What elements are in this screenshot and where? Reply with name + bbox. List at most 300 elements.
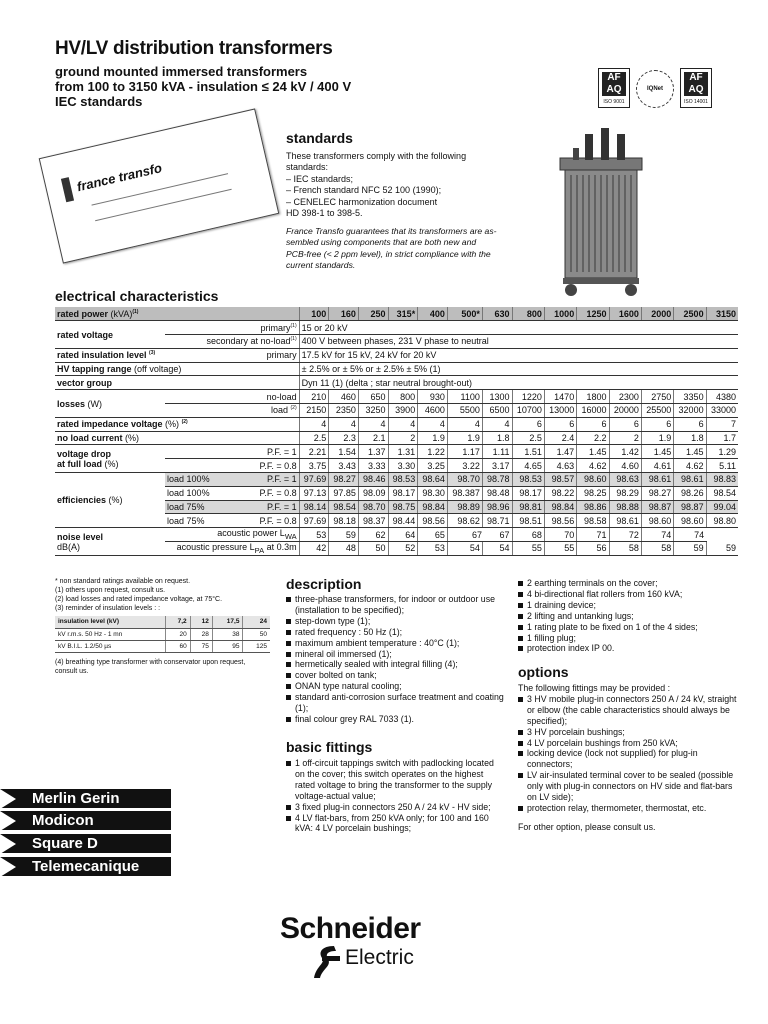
row-sublabel: secondary at no-load$^{(1)}$ <box>165 335 299 349</box>
description-list <box>286 594 504 725</box>
table-cell: 1.9 <box>447 431 482 445</box>
table-cell: 50 <box>243 628 270 640</box>
table-cell: 98.87 <box>641 500 673 514</box>
table-cell: 2 <box>388 431 418 445</box>
table-cell: 2350 <box>329 404 359 418</box>
table-row <box>55 376 738 390</box>
schneider-electric-icon <box>312 942 342 982</box>
row-sublabel: load 100% P.F. = 0.8 <box>165 486 299 500</box>
list-item: protection index IP 00. <box>518 643 740 654</box>
table-cell: 98.09 <box>358 486 388 500</box>
table-cell: 95 <box>212 640 243 652</box>
table-cell: 58 <box>609 542 641 556</box>
table-cell: 800 <box>388 390 418 404</box>
table-cell: 72 <box>609 528 641 542</box>
list-item: protection relay, thermometer, thermostat, etc. <box>518 803 740 814</box>
table-header: 24 <box>243 616 270 628</box>
table-cell: 3.17 <box>482 459 512 473</box>
table-cell: 56 <box>577 542 609 556</box>
list-item: 4 bi-directional flat rollers from 160 kVA; <box>518 589 740 600</box>
table-cell: 4.60 <box>609 459 641 473</box>
table-cell: 62 <box>358 528 388 542</box>
table-cell: kV r.m.s. 50 Hz - 1 mn <box>55 628 165 640</box>
footnote-line: * non standard ratings available on request. <box>55 578 191 585</box>
card-brand: france transfo <box>75 160 164 195</box>
table-cell: 800 <box>512 307 544 321</box>
table-cell: 98.17 <box>512 486 544 500</box>
basic-fittings-list <box>286 758 504 834</box>
table-cell: 5.11 <box>706 459 738 473</box>
table-cell: 98.22 <box>544 486 576 500</box>
row-label: rated power (kVA)$^{(1)}$ <box>55 307 299 321</box>
row-sublabel: acoustic pressure $L_{PA}$ at 0.3m <box>165 542 299 556</box>
page-title: HV/LV distribution transformers <box>55 38 333 59</box>
table-cell: 400 <box>418 307 448 321</box>
table-cell: 13000 <box>544 404 576 418</box>
table-row <box>55 473 738 487</box>
table-cell: 2150 <box>299 404 329 418</box>
list-item: maximum ambient temperature : 40°C (1); <box>286 638 504 649</box>
table-cell: 98.44 <box>388 514 418 528</box>
iqnet-logo <box>636 70 674 108</box>
table-cell: 98.54 <box>706 486 738 500</box>
table-cell: 53 <box>299 528 329 542</box>
brand-label: Merlin Gerin <box>32 790 120 807</box>
standards-text <box>286 151 501 219</box>
table-cell: 33000 <box>706 404 738 418</box>
brand-label: Square D <box>32 835 98 852</box>
table-cell: 98.29 <box>609 486 641 500</box>
table-cell: 4 <box>358 417 388 431</box>
list-item: ONAN type natural cooling; <box>286 681 504 692</box>
standards-line: These transformers comply with the following <box>286 151 467 161</box>
table-cell: 1.31 <box>388 445 418 459</box>
brand-telemecanique <box>0 856 171 876</box>
list-item: 4 LV porcelain bushings from 250 kVA; <box>518 738 740 749</box>
table-cell: 6 <box>512 417 544 431</box>
standards-heading: standards <box>286 130 353 146</box>
iso-text: ISO 14001 <box>684 99 708 105</box>
list-item: final colour grey RAL 7033 (1). <box>286 714 504 725</box>
list-item: hermetically sealed with integral filling (4); <box>286 659 504 670</box>
table-cell: 2500 <box>674 307 706 321</box>
subtitle <box>55 64 351 109</box>
list-item: locking device (lock not supplied) for plug-in connectors; <box>518 748 740 770</box>
table-cell: 1300 <box>482 390 512 404</box>
table-cell: 3150 <box>706 307 738 321</box>
afaq-iso14001-logo <box>680 68 712 108</box>
insulation-levels-table <box>55 616 270 653</box>
table-cell: 6 <box>544 417 576 431</box>
table-row <box>55 390 738 404</box>
table-cell: 400 V between phases, 231 V phase to neutral <box>299 335 738 349</box>
afaq-text: AF AQ <box>602 72 626 96</box>
list-item: 1 filling plug; <box>518 633 740 644</box>
table-cell: 98.60 <box>577 473 609 487</box>
table-cell: 6 <box>641 417 673 431</box>
list-item: rated frequency : 50 Hz (1); <box>286 627 504 638</box>
standards-line: – IEC standards; <box>286 173 354 184</box>
list-item: cover bolted on tank; <box>286 670 504 681</box>
table-cell: 98.83 <box>706 473 738 487</box>
brand-modicon <box>0 810 171 830</box>
table-cell: 65 <box>418 528 448 542</box>
table-cell: 125 <box>243 640 270 652</box>
list-item: 3 fixed plug-in connectors 250 A / 24 kV - HV side; <box>286 802 504 813</box>
table-cell: 98.46 <box>358 473 388 487</box>
table-cell: 98.61 <box>674 473 706 487</box>
list-item: mineral oil immersed (1); <box>286 649 504 660</box>
table-cell: 3.22 <box>447 459 482 473</box>
table-cell: 97.69 <box>299 514 329 528</box>
row-label: vector group <box>55 376 299 390</box>
table-cell: 4.63 <box>544 459 576 473</box>
basic-fittings-heading: basic fittings <box>286 739 373 755</box>
options-block <box>518 683 740 833</box>
table-row <box>55 417 738 431</box>
row-label: rated impedance voltage (%) $^{(2)}$ <box>55 417 299 431</box>
table-cell: 38 <box>212 628 243 640</box>
table-cell: 2000 <box>641 307 673 321</box>
table-cell: 54 <box>482 542 512 556</box>
row-sublabel: load 75% P.F. = 1 <box>165 500 299 514</box>
table-row <box>55 640 270 652</box>
afaq-text: AF AQ <box>684 72 708 96</box>
table-cell: 98.89 <box>447 500 482 514</box>
row-sublabel: load 75% P.F. = 0.8 <box>165 514 299 528</box>
afaq-iso9001-logo <box>598 68 630 108</box>
row-sublabel: acoustic power $L_{WA}$ <box>165 528 299 542</box>
table-cell: 3250 <box>358 404 388 418</box>
table-cell: 98.84 <box>418 500 448 514</box>
row-label: efficiencies (%) <box>55 473 165 528</box>
table-cell: 4 <box>482 417 512 431</box>
row-label: losses (W) <box>55 390 165 418</box>
table-row <box>55 362 738 376</box>
row-label: rated voltage <box>55 321 165 349</box>
table-cell: 98.96 <box>482 500 512 514</box>
table-cell: 3.43 <box>329 459 359 473</box>
standards-line: – CENELEC harmonization document <box>286 196 438 207</box>
table-cell: 4 <box>418 417 448 431</box>
footnote-line: (1) others upon request, consult us. <box>55 587 166 594</box>
table-cell: 98.84 <box>544 500 576 514</box>
footnotes <box>55 577 270 613</box>
list-item: 2 lifting and untanking lugs; <box>518 611 740 622</box>
table-cell: 2.3 <box>329 431 359 445</box>
table-cell: 75 <box>190 640 212 652</box>
table-cell: 98.80 <box>706 514 738 528</box>
table-cell: 1.11 <box>482 445 512 459</box>
table-cell: 4 <box>299 417 329 431</box>
table-cell: 1.29 <box>706 445 738 459</box>
table-cell: 4 <box>329 417 359 431</box>
table-cell: 460 <box>329 390 359 404</box>
table-cell: 1.51 <box>512 445 544 459</box>
table-cell: 98.60 <box>674 514 706 528</box>
table-cell: 2.4 <box>544 431 576 445</box>
table-cell: 98.17 <box>388 486 418 500</box>
table-cell: 1.8 <box>674 431 706 445</box>
table-cell: 2 <box>609 431 641 445</box>
table-cell: 2300 <box>609 390 641 404</box>
row-label: no load current (%) <box>55 431 299 445</box>
list-item: 3 HV porcelain bushings; <box>518 727 740 738</box>
table-cell: 1220 <box>512 390 544 404</box>
list-item: 2 earthing terminals on the cover; <box>518 578 740 589</box>
table-cell: ± 2.5% or ± 5% or ± 2.5% ± 5% (1) <box>299 362 738 376</box>
table-cell: 2.5 <box>299 431 329 445</box>
table-cell: 1.9 <box>418 431 448 445</box>
table-cell: 98.54 <box>329 500 359 514</box>
row-label: HV tapping range (off voltage) <box>55 362 299 376</box>
table-cell: 98.88 <box>609 500 641 514</box>
france-transfo-card <box>39 108 280 263</box>
row-sublabel: P.F. = 1 <box>165 445 299 459</box>
table-cell: 160 <box>329 307 359 321</box>
table-cell: 98.57 <box>544 473 576 487</box>
table-cell: 50 <box>358 542 388 556</box>
table-cell: 2750 <box>641 390 673 404</box>
table-cell: 1.45 <box>641 445 673 459</box>
table-cell: 70 <box>544 528 576 542</box>
options-intro: The following fittings may be provided : <box>518 683 671 693</box>
row-label: noise level dB(A) <box>55 528 165 556</box>
standards-line: HD 398-1 to 398-5. <box>286 208 363 219</box>
table-header: 12 <box>190 616 212 628</box>
table-cell: 100 <box>299 307 329 321</box>
footnote-line: (4) breathing type transformer with conservator upon request, <box>55 659 246 666</box>
table-cell: 20 <box>165 628 190 640</box>
table-cell: 71 <box>577 528 609 542</box>
standards-line: – French standard NFC 52 100 (1990); <box>286 185 442 196</box>
table-cell: 5500 <box>447 404 482 418</box>
footnote-line: (3) reminder of insulation levels : : <box>55 605 161 612</box>
table-cell: 4 <box>447 417 482 431</box>
footnote-line: consult us. <box>55 668 89 675</box>
row-label: voltage drop at full load (%) <box>55 445 165 473</box>
table-cell: 1.22 <box>418 445 448 459</box>
table-cell: 4.62 <box>674 459 706 473</box>
row-label: rated insulation level $^{(3)}$ <box>55 348 165 362</box>
table-cell: 98.87 <box>674 500 706 514</box>
table-cell: 98.27 <box>329 473 359 487</box>
table-cell: 67 67 <box>447 528 512 542</box>
row-sublabel: primary <box>165 348 299 362</box>
table-row <box>55 445 738 459</box>
table-cell: 97.69 <box>299 473 329 487</box>
list-item: standard anti-corrosion surface treatment and coating (1); <box>286 692 504 714</box>
row-sublabel: load 100% P.F. = 1 <box>165 473 299 487</box>
description-heading: description <box>286 576 362 592</box>
table-cell: 6 <box>609 417 641 431</box>
table-cell: 28 <box>190 628 212 640</box>
table-header: insulation level (kV) <box>55 616 165 628</box>
note-line: PCB-free (< 2 ppm level), in strict compliance with the <box>286 248 491 259</box>
table-cell: 630 <box>482 307 512 321</box>
table-cell: 315* <box>388 307 418 321</box>
options-heading: options <box>518 664 569 680</box>
table-cell: 55 <box>512 542 544 556</box>
table-row <box>55 307 738 321</box>
list-item: LV air-insulated terminal cover to be sealed (possible only with plug-in connectors on HV side and flat-bars on LV side); <box>518 770 740 803</box>
table-cell: 98.78 <box>482 473 512 487</box>
standards-note <box>286 226 501 272</box>
table-header: 17,5 <box>212 616 243 628</box>
table-cell: 74 <box>641 528 673 542</box>
table-cell: 98.37 <box>358 514 388 528</box>
table-cell: 1.42 <box>609 445 641 459</box>
table-cell: 1.45 <box>674 445 706 459</box>
table-cell: 3.75 <box>299 459 329 473</box>
table-cell: 98.25 <box>577 486 609 500</box>
table-cell: 1.54 <box>329 445 359 459</box>
table-cell: 98.27 <box>641 486 673 500</box>
table-cell: 99.04 <box>706 500 738 514</box>
table-cell: 98.70 <box>447 473 482 487</box>
subtitle-line: from 100 to 3150 kVA - insulation ≤ 24 kV / 400 V <box>55 79 352 94</box>
table-cell: 1000 <box>544 307 576 321</box>
table-cell: 98.71 <box>482 514 512 528</box>
table-row <box>55 628 270 640</box>
table-cell: 98.18 <box>329 514 359 528</box>
row-sublabel: load $^{(2)}$ <box>165 404 299 418</box>
table-cell: 4.61 <box>641 459 673 473</box>
table-header: 7,2 <box>165 616 190 628</box>
table-cell: 98.14 <box>299 500 329 514</box>
table-cell: 20000 <box>609 404 641 418</box>
table-cell: 98.61 <box>641 473 673 487</box>
iso-text: ISO 9001 <box>603 99 625 105</box>
brand-label: Telemecanique <box>32 858 140 875</box>
table-cell: 98.53 <box>512 473 544 487</box>
table-cell: 1.17 <box>447 445 482 459</box>
table-cell: 1.8 <box>482 431 512 445</box>
table-cell: 98.70 <box>358 500 388 514</box>
table-cell: 32000 <box>674 404 706 418</box>
table-cell: 98.62 <box>447 514 482 528</box>
note-line: current standards. <box>286 260 356 271</box>
table-cell: 59 <box>674 542 706 556</box>
table-cell: 4600 <box>418 404 448 418</box>
transformer-photo <box>545 120 655 300</box>
table-cell: 2.1 <box>358 431 388 445</box>
table-cell: 98.56 <box>418 514 448 528</box>
fittings-continued-list <box>518 578 740 654</box>
table-cell: 1470 <box>544 390 576 404</box>
brand-label: Modicon <box>32 812 94 829</box>
list-item: 1 draining device; <box>518 600 740 611</box>
table-cell: 98.26 <box>674 486 706 500</box>
table-cell: 650 <box>358 390 388 404</box>
options-list <box>518 694 740 814</box>
list-item: three-phase transformers, for indoor or outdoor use (installation to be specified); <box>286 594 504 616</box>
table-cell: kV B.I.L. 1.2/50 µs <box>55 640 165 652</box>
table-cell: 42 <box>299 542 329 556</box>
electrical-characteristics-table <box>55 307 738 556</box>
table-cell: 1250 <box>577 307 609 321</box>
table-cell: 3.30 <box>388 459 418 473</box>
table-cell: 98.86 <box>577 500 609 514</box>
table-cell: 98.56 <box>544 514 576 528</box>
standards-line: standards: <box>286 162 329 173</box>
table-cell: 64 <box>388 528 418 542</box>
logo-schneider-text: Schneider <box>280 912 421 945</box>
list-item: 1 off-circuit tappings switch with padlocking located on the cover; this switch operates on the highest rated voltage to bring the transformer to the supply voltage-actual value; <box>286 758 504 802</box>
table-cell: 10700 <box>512 404 544 418</box>
table-cell: Dyn 11 (1) (delta ; star neutral brought-out) <box>299 376 738 390</box>
footnote-4 <box>55 658 270 676</box>
table-cell: 98.75 <box>388 500 418 514</box>
brand-square-d <box>0 833 171 853</box>
table-cell: 58 <box>641 542 673 556</box>
table-cell: 98.60 <box>641 514 673 528</box>
table-cell: 98.51 <box>512 514 544 528</box>
table-cell: 1.9 <box>641 431 673 445</box>
table-cell: 4.65 <box>512 459 544 473</box>
table-row <box>55 348 738 362</box>
table-cell: 1.37 <box>358 445 388 459</box>
table-cell: 4 <box>388 417 418 431</box>
subtitle-line: IEC standards <box>55 94 143 109</box>
table-cell: 55 <box>544 542 576 556</box>
footnote-line: (2) load losses and rated impedance voltage, at 75°C. <box>55 596 223 603</box>
table-cell: 60 <box>165 640 190 652</box>
table-cell: 97.85 <box>329 486 359 500</box>
table-cell: 98.48 <box>482 486 512 500</box>
table-cell: 98.81 <box>512 500 544 514</box>
table-row <box>55 616 270 628</box>
row-sublabel: P.F. = 0.8 <box>165 459 299 473</box>
table-cell: 48 <box>329 542 359 556</box>
table-cell: 6500 <box>482 404 512 418</box>
table-row <box>55 321 738 335</box>
iqnet-text: IQNet <box>646 86 663 92</box>
table-cell: 97.13 <box>299 486 329 500</box>
table-cell: 7 <box>706 417 738 431</box>
table-cell: 930 <box>418 390 448 404</box>
table-cell: 74 <box>674 528 706 542</box>
table-cell: 98.61 <box>609 514 641 528</box>
table-cell: 6 <box>674 417 706 431</box>
table-row <box>55 528 738 542</box>
table-cell: 25500 <box>641 404 673 418</box>
table-cell: 6 <box>577 417 609 431</box>
table-cell: 4380 <box>706 390 738 404</box>
table-cell: 210 <box>299 390 329 404</box>
table-cell: 2.21 <box>299 445 329 459</box>
table-cell: 4.62 <box>577 459 609 473</box>
table-cell: 1.45 <box>577 445 609 459</box>
table-cell: 54 <box>447 542 482 556</box>
list-item: 1 rating plate to be fixed on 1 of the 4 sides; <box>518 622 740 633</box>
table-cell: 98.64 <box>418 473 448 487</box>
table-cell: 3350 <box>674 390 706 404</box>
table-cell: 98.30 <box>418 486 448 500</box>
table-cell: 52 <box>388 542 418 556</box>
list-item: 3 HV mobile plug-in connectors 250 A / 24 kV, straight or elbow (the cable characteristics should always be specified); <box>518 694 740 727</box>
row-sublabel: primary$^{(1)}$ <box>165 321 299 335</box>
table-cell: 250 <box>358 307 388 321</box>
card-line <box>95 189 232 221</box>
subtitle-line: ground mounted immersed transformers <box>55 64 308 79</box>
table-cell: 2.2 <box>577 431 609 445</box>
table-cell: 16000 <box>577 404 609 418</box>
table-cell: 17.5 kV for 15 kV, 24 kV for 20 kV <box>299 348 738 362</box>
table-cell: 59 <box>706 542 738 556</box>
table-cell: 98.63 <box>609 473 641 487</box>
table-cell: 1600 <box>609 307 641 321</box>
